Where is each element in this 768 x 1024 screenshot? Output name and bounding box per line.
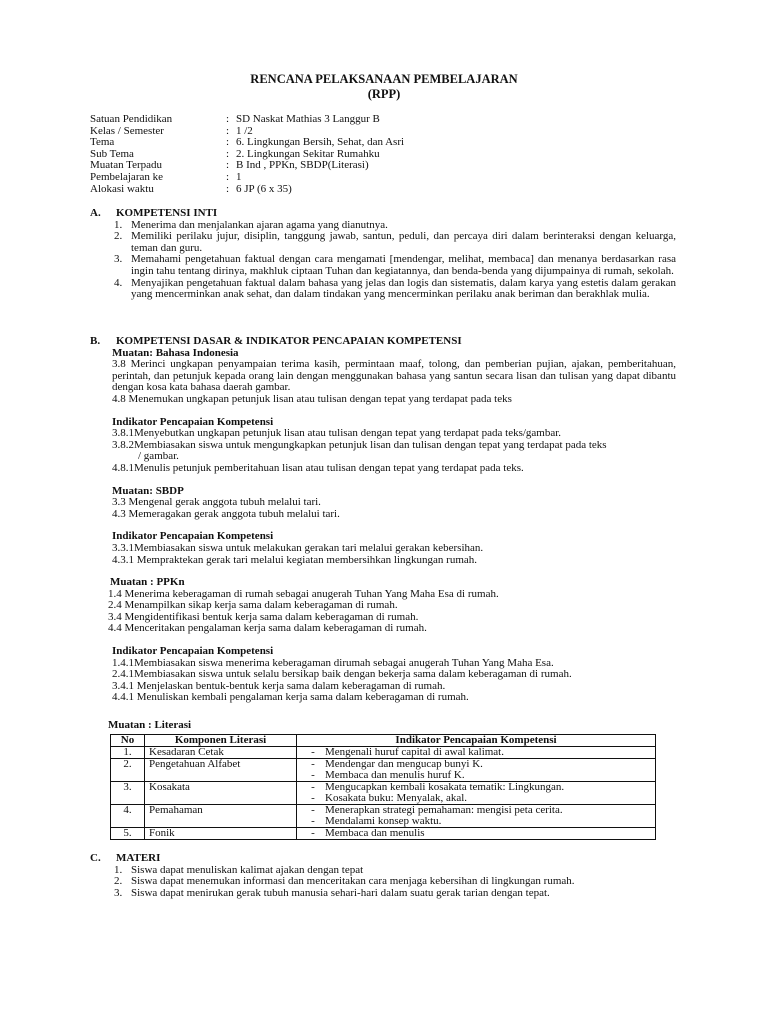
indikator-text: Menerapkan strategi pemahaman: mengisi peta cerita.	[325, 804, 563, 816]
ipk-text: 3.8.2Membiasakan siswa untuk mengungkapkan petunjuk lisan dan tulisan dengan tepat yang terdapat pada teks	[112, 438, 607, 451]
list-item	[114, 278, 676, 301]
section-title: KOMPETENSI DASAR & INDIKATOR PENCAPAIAN KOMPETENSI	[116, 335, 462, 347]
ipk-text: 4.8.1Menulis petunjuk pemberitahuan lisan atau tulisan dengan tepat yang terdapat pada teks.	[112, 461, 524, 474]
cell-komponen: Kosakata	[145, 782, 297, 805]
section-materi	[90, 853, 676, 899]
indikator-text: Mengenali huruf capital di awal kalimat.	[325, 746, 504, 758]
ipk-text-continued: / gambar.	[138, 450, 179, 463]
cell-komponen: Kesadaran Cetak	[145, 747, 297, 759]
literasi-table	[110, 734, 656, 840]
indikator-text: Mengucapkan kembali kosakata tematik: Lingkungan.	[325, 781, 565, 793]
ipk-text: 4.4.1 Menuliskan kembali pengalaman kerja sama dalam keberagaman di rumah.	[112, 691, 469, 704]
ipk-text: 3.4.1 Menjelaskan bentuk-bentuk kerja sama dalam keberagaman di rumah.	[112, 679, 446, 692]
identity-colon: :	[226, 159, 230, 172]
list-item	[114, 231, 676, 254]
cell-indikator	[297, 747, 656, 759]
table-row	[111, 782, 656, 805]
cell-no: 2.	[111, 759, 145, 782]
literasi-block	[108, 720, 191, 732]
kd-text: 2.4 Menampilkan sikap kerja sama dalam keberagaman di rumah.	[108, 599, 398, 612]
list-text: Siswa dapat menirukan gerak tubuh manusia sehari-hari dalam suatu gerak tarian dengan tepat.	[131, 886, 550, 899]
list-text: Menyajikan pengetahuan faktual dalam bahasa yang jelas dan logis dan sistematis, dalam karya yang estetis dalam gerakan yang mencerminkan anak sehat, dan dalam tindakan yang mencerminkan perilaku anak beriman dan berakhlak mulia.	[131, 276, 676, 301]
cell-komponen: Pengetahuan Alfabet	[145, 759, 297, 782]
cell-indikator	[297, 782, 656, 805]
header-indikator: Indikator Pencapaian Kompetensi	[297, 735, 656, 747]
kd-text: 1.4 Menerima keberagaman di rumah sebagai anugerah Tuhan Yang Maha Esa di rumah.	[108, 587, 499, 600]
indikator-line: - Mendengar dan mengucap bunyi K.	[311, 758, 483, 770]
identity-value: 1 /2	[236, 124, 253, 137]
list-text: Memahami pengetahuan faktual dengan cara mengamati [mendengar, melihat, membaca] dan menanya berdasarkan rasa ingin tahu tentang dirinya, makhluk ciptaan Tuhan dan kegiatannya, dan benda-benda yang dijumpainya di rumah, sekolah.	[131, 253, 676, 277]
identity-label: Muatan Terpadu	[90, 159, 163, 172]
ipk-text: 1.4.1Membiasakan siswa menerima keberagaman dirumah sebagai anugerah Tuhan Yang Maha Esa.	[112, 656, 554, 669]
indikator-line: - Membaca dan menulis huruf K.	[311, 769, 465, 781]
document-title: RENCANA PELAKSANAAN PEMBELAJARAN	[250, 72, 518, 86]
cell-komponen: Fonik	[145, 828, 297, 840]
indikator-text: Mendalami konsep waktu.	[325, 815, 442, 827]
identity-label: Satuan Pendidikan	[90, 113, 173, 125]
identity-label: Pembelajaran ke	[90, 170, 163, 183]
list-number: 2.	[114, 230, 123, 243]
cell-no: 4.	[111, 805, 145, 828]
list-number: 4.	[114, 276, 123, 289]
kd-text: 3.3 Mengenal gerak anggota tubuh melalui tari.	[112, 496, 321, 509]
indikator-text: Membaca dan menulis	[325, 827, 425, 839]
ipk-text: 3.3.1Membiasakan siswa untuk melakukan gerakan tari melalui gerakan kebersihan.	[112, 541, 484, 554]
indikator-line: - Menerapkan strategi pemahaman: mengisi peta cerita.	[311, 804, 563, 816]
muatan-heading: Muatan : Literasi	[108, 719, 192, 731]
identity-label: Alokasi waktu	[90, 182, 154, 195]
muatan-heading: Muatan: Bahasa Indonesia	[112, 346, 239, 359]
table-row	[111, 805, 656, 828]
section-kompetensi-inti	[90, 208, 676, 301]
list-text: Siswa dapat menemukan informasi dan menceritakan cara menjaga kebersihan di lingkungan rumah.	[131, 875, 575, 888]
bind-block	[90, 348, 676, 704]
identity-row	[90, 184, 404, 196]
identity-value: 2. Lingkungan Sekitar Rumahku	[236, 147, 380, 160]
ipk-text: 2.4.1Membiasakan siswa untuk selalu bersikap baik dengan bekerja sama dalam keberagaman di rumah.	[112, 668, 572, 681]
ipk-text: 4.3.1 Mempraktekan gerak tari melalui kegiatan membersihkan lingkungan rumah.	[112, 553, 478, 566]
kd-text: 3.4 Mengidentifikasi bentuk kerja sama dalam keberagaman di rumah.	[108, 610, 419, 623]
section-kompetensi-dasar	[90, 336, 676, 704]
section-heading	[90, 853, 676, 865]
list-number: 2.	[114, 875, 123, 888]
header-komponen: Komponen Literasi	[145, 735, 297, 747]
ipk-heading: Indikator Pencapaian Kompetensi	[112, 415, 274, 428]
identity-colon: :	[226, 147, 230, 160]
indikator-text: Membaca dan menulis huruf K.	[325, 769, 465, 781]
identity-colon: :	[226, 182, 230, 195]
section-letter: B.	[90, 335, 101, 347]
section-heading	[90, 208, 676, 220]
list-item	[114, 888, 676, 900]
kd-text: 3.8 Merinci ungkapan penyampaian terima kasih, permintaan maaf, tolong, dan pemberian pujian, ajakan, pemberitahuan, perintah, dan petunjuk kepada orang lain dengan menggunakan bahasa yang santun secara lisan dan tulisan yang dapat dibantu dengan kosa kata bahasa daerah gambar.	[112, 358, 676, 394]
kd-text: 4.8 Menemukan ungkapan petunjuk lisan atau tulisan dengan tepat yang terdapat pada teks	[112, 392, 512, 405]
identity-row	[90, 114, 404, 126]
ipk-heading: Indikator Pencapaian Kompetensi	[112, 530, 274, 543]
identity-value: 6 JP (6 x 35)	[236, 182, 292, 195]
indikator-line: - Mendalami konsep waktu.	[311, 815, 442, 827]
list-number: 1.	[114, 863, 123, 876]
table-header-row	[111, 735, 656, 747]
identity-label: Kelas / Semester	[90, 124, 164, 137]
cell-indikator	[297, 805, 656, 828]
indikator-line: - Kosakata buku: Menyalak, akal.	[311, 792, 468, 804]
identity-colon: :	[226, 170, 230, 183]
table-row	[111, 747, 656, 759]
ipk-text: 3.8.1Menyebutkan ungkapan petunjuk lisan atau tulisan dengan tepat yang terdapat pada teks/gambar.	[112, 427, 562, 440]
identity-value: 6. Lingkungan Bersih, Sehat, dan Asri	[236, 136, 405, 149]
cell-no: 3.	[111, 782, 145, 805]
ipk-heading: Indikator Pencapaian Kompetensi	[112, 645, 274, 658]
section-letter: C.	[90, 852, 101, 864]
cell-no: 5.	[111, 828, 145, 840]
identity-colon: :	[226, 136, 230, 149]
identity-label: Tema	[90, 136, 115, 149]
indikator-text: Kosakata buku: Menyalak, akal.	[325, 792, 468, 804]
literasi-table-wrapper	[110, 734, 656, 840]
list-text: Menerima dan menjalankan ajaran agama yang dianutnya.	[131, 218, 388, 231]
document-subtitle: (RPP)	[367, 87, 401, 101]
cell-no: 1.	[111, 747, 145, 759]
list-item	[114, 254, 676, 277]
identity-value: B Ind , PPKn, SBDP(Literasi)	[236, 159, 369, 172]
identity-colon: :	[226, 113, 230, 125]
kd-text: 4.3 Memeragakan gerak anggota tubuh melalui tari.	[112, 507, 340, 520]
cell-komponen: Pemahaman	[145, 805, 297, 828]
list-text: Siswa dapat menuliskan kalimat ajakan dengan tepat	[131, 863, 364, 876]
section-title: KOMPETENSI INTI	[116, 207, 218, 219]
identity-value: 1	[236, 170, 242, 183]
list-number: 3.	[114, 886, 123, 899]
list-number: 3.	[114, 253, 123, 266]
cell-indikator	[297, 828, 656, 840]
indikator-line: - Mengucapkan kembali kosakata tematik: Lingkungan.	[311, 781, 565, 793]
muatan-heading: Muatan : PPKn	[110, 576, 185, 589]
table-row	[111, 759, 656, 782]
indikator-line: - Membaca dan menulis	[311, 827, 425, 839]
identity-value: SD Naskat Mathias 3 Langgur B	[236, 113, 380, 125]
section-letter: A.	[90, 207, 101, 219]
ki-list	[90, 220, 676, 301]
indikator-text: Mendengar dan mengucap bunyi K.	[325, 758, 483, 770]
identity-label: Sub Tema	[90, 147, 134, 160]
header-no: No	[111, 735, 145, 747]
materi-list	[90, 865, 676, 900]
section-title: MATERI	[116, 852, 161, 864]
kd-text: 4.4 Menceritakan pengalaman kerja sama dalam keberagaman di rumah.	[108, 622, 427, 635]
identity-row	[90, 172, 404, 184]
muatan-heading: Muatan: SBDP	[112, 484, 184, 497]
section-heading	[90, 336, 676, 348]
indikator-line: - Mengenali huruf capital di awal kalimat.	[311, 746, 504, 758]
cell-indikator	[297, 759, 656, 782]
list-number: 1.	[114, 218, 123, 231]
identity-block	[90, 114, 404, 195]
identity-colon: :	[226, 124, 230, 137]
list-text: Memiliki perilaku jujur, disiplin, tanggung jawab, santun, peduli, dan percaya diri dalam berinteraksi dengan keluarga, teman dan guru.	[131, 230, 676, 254]
table-row	[111, 828, 656, 840]
